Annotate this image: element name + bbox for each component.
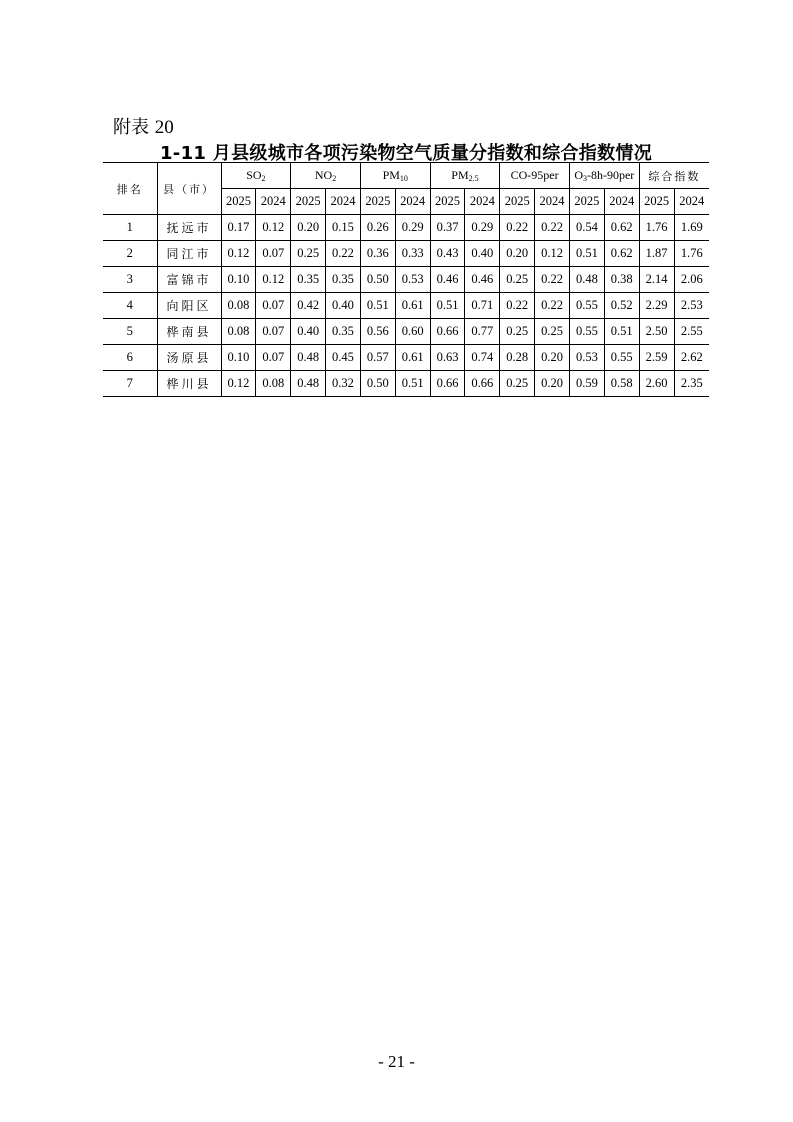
value-cell: 0.45 — [326, 345, 361, 371]
value-cell: 0.12 — [221, 371, 256, 397]
value-cell: 0.12 — [535, 241, 570, 267]
value-cell: 0.10 — [221, 345, 256, 371]
value-cell: 0.61 — [395, 293, 430, 319]
value-cell: 0.38 — [604, 267, 639, 293]
value-cell: 2.50 — [639, 319, 674, 345]
value-cell: 0.62 — [604, 241, 639, 267]
value-cell: 0.12 — [221, 241, 256, 267]
header-pm25: $PM_{2.5}$ — [430, 163, 500, 189]
value-cell: 0.54 — [569, 215, 604, 241]
value-cell: 0.07 — [256, 319, 291, 345]
county-cell: 向阳区 — [157, 293, 221, 319]
value-cell: 0.07 — [256, 345, 291, 371]
value-cell: 0.08 — [256, 371, 291, 397]
value-cell: 0.51 — [604, 319, 639, 345]
header-year: 2025 — [291, 189, 326, 215]
county-cell: 同江市 — [157, 241, 221, 267]
value-cell: 2.62 — [674, 345, 709, 371]
value-cell: 0.59 — [569, 371, 604, 397]
value-cell: 0.33 — [395, 241, 430, 267]
header-year: 2025 — [221, 189, 256, 215]
header-year: 2024 — [535, 189, 570, 215]
value-cell: 0.20 — [535, 345, 570, 371]
header-year: 2024 — [465, 189, 500, 215]
value-cell: 0.50 — [360, 267, 395, 293]
value-cell: 0.60 — [395, 319, 430, 345]
value-cell: 0.08 — [221, 319, 256, 345]
value-cell: 0.58 — [604, 371, 639, 397]
value-cell: 0.26 — [360, 215, 395, 241]
value-cell: 0.37 — [430, 215, 465, 241]
value-cell: 0.63 — [430, 345, 465, 371]
rank-cell: 4 — [103, 293, 157, 319]
rank-cell: 1 — [103, 215, 157, 241]
value-cell: 0.48 — [569, 267, 604, 293]
value-cell: 0.56 — [360, 319, 395, 345]
value-cell: 0.57 — [360, 345, 395, 371]
table-row — [103, 293, 709, 319]
table-body — [103, 215, 709, 397]
value-cell: 0.66 — [430, 319, 465, 345]
value-cell: 0.51 — [569, 241, 604, 267]
header-year: 2024 — [395, 189, 430, 215]
value-cell: 0.42 — [291, 293, 326, 319]
value-cell: 0.51 — [360, 293, 395, 319]
value-cell: 0.46 — [465, 267, 500, 293]
value-cell: 0.74 — [465, 345, 500, 371]
county-cell: 桦川县 — [157, 371, 221, 397]
value-cell: 2.06 — [674, 267, 709, 293]
header-year: 2024 — [256, 189, 291, 215]
value-cell: 0.12 — [256, 215, 291, 241]
header-pm10: $PM_{10}$ — [360, 163, 430, 189]
header-row-pollutants — [103, 163, 709, 189]
page-number: - 21 - — [378, 1052, 415, 1071]
value-cell: 0.10 — [221, 267, 256, 293]
value-cell: 0.25 — [500, 371, 535, 397]
header-no2: $NO_2$ — [291, 163, 361, 189]
value-cell: 1.87 — [639, 241, 674, 267]
value-cell: 0.55 — [569, 293, 604, 319]
rank-cell: 2 — [103, 241, 157, 267]
value-cell: 0.53 — [569, 345, 604, 371]
value-cell: 0.28 — [500, 345, 535, 371]
value-cell: 0.40 — [465, 241, 500, 267]
value-cell: 0.61 — [395, 345, 430, 371]
table-row — [103, 267, 709, 293]
air-quality-table — [103, 162, 709, 397]
appendix-prefix: 附表 — [113, 117, 149, 138]
value-cell: 0.40 — [291, 319, 326, 345]
value-cell: 0.20 — [500, 241, 535, 267]
table-row — [103, 215, 709, 241]
value-cell: 0.36 — [360, 241, 395, 267]
county-cell: 富锦市 — [157, 267, 221, 293]
value-cell: 0.35 — [326, 267, 361, 293]
value-cell: 0.43 — [430, 241, 465, 267]
value-cell: 0.25 — [291, 241, 326, 267]
value-cell: 2.55 — [674, 319, 709, 345]
header-rank: 排名 — [103, 163, 157, 215]
value-cell: 0.46 — [430, 267, 465, 293]
value-cell: 0.66 — [430, 371, 465, 397]
header-year: 2025 — [569, 189, 604, 215]
table-row — [103, 345, 709, 371]
value-cell: 0.12 — [256, 267, 291, 293]
value-cell: 0.62 — [604, 215, 639, 241]
value-cell: 0.25 — [535, 319, 570, 345]
value-cell: 0.53 — [395, 267, 430, 293]
value-cell: 2.35 — [674, 371, 709, 397]
value-cell: 0.22 — [535, 215, 570, 241]
value-cell: 0.71 — [465, 293, 500, 319]
value-cell: 1.76 — [639, 215, 674, 241]
table-title: 1-11 月县级城市各项污染物空气质量分指数和综合指数情况 — [159, 143, 652, 164]
value-cell: 0.22 — [500, 215, 535, 241]
value-cell: 0.35 — [291, 267, 326, 293]
value-cell: 0.52 — [604, 293, 639, 319]
value-cell: 0.50 — [360, 371, 395, 397]
value-cell: 2.14 — [639, 267, 674, 293]
value-cell: 1.69 — [674, 215, 709, 241]
table-row — [103, 319, 709, 345]
rank-cell: 6 — [103, 345, 157, 371]
value-cell: 1.76 — [674, 241, 709, 267]
value-cell: 0.32 — [326, 371, 361, 397]
county-cell: 汤原县 — [157, 345, 221, 371]
value-cell: 0.08 — [221, 293, 256, 319]
county-cell: 抚远市 — [157, 215, 221, 241]
header-year: 2025 — [360, 189, 395, 215]
value-cell: 0.77 — [465, 319, 500, 345]
value-cell: 0.22 — [535, 267, 570, 293]
header-year: 2025 — [430, 189, 465, 215]
value-cell: 2.29 — [639, 293, 674, 319]
header-year: 2025 — [500, 189, 535, 215]
header-county: 县（市） — [157, 163, 221, 215]
value-cell: 0.29 — [465, 215, 500, 241]
header-year: 2024 — [674, 189, 709, 215]
appendix-number: 20 — [154, 117, 174, 138]
value-cell: 0.48 — [291, 345, 326, 371]
value-cell: 0.48 — [291, 371, 326, 397]
value-cell: 0.29 — [395, 215, 430, 241]
value-cell: 0.20 — [291, 215, 326, 241]
value-cell: 2.53 — [674, 293, 709, 319]
value-cell: 0.40 — [326, 293, 361, 319]
rank-cell: 7 — [103, 371, 157, 397]
value-cell: 0.07 — [256, 241, 291, 267]
value-cell: 0.22 — [535, 293, 570, 319]
value-cell: 0.25 — [500, 319, 535, 345]
value-cell: 0.17 — [221, 215, 256, 241]
rank-cell: 3 — [103, 267, 157, 293]
header-co: CO-95per — [500, 163, 570, 189]
value-cell: 0.66 — [465, 371, 500, 397]
value-cell: 0.55 — [569, 319, 604, 345]
header-year: 2024 — [326, 189, 361, 215]
value-cell: 2.60 — [639, 371, 674, 397]
rank-cell: 5 — [103, 319, 157, 345]
value-cell: 0.22 — [500, 293, 535, 319]
value-cell: 0.35 — [326, 319, 361, 345]
value-cell: 0.15 — [326, 215, 361, 241]
table-row — [103, 241, 709, 267]
header-year: 2025 — [639, 189, 674, 215]
header-composite: 综合指数 — [639, 163, 709, 189]
header-year: 2024 — [604, 189, 639, 215]
value-cell: 0.55 — [604, 345, 639, 371]
value-cell: 0.20 — [535, 371, 570, 397]
county-cell: 桦南县 — [157, 319, 221, 345]
header-o3: $O_3-8h-90per$ — [569, 163, 639, 189]
value-cell: 0.07 — [256, 293, 291, 319]
value-cell: 0.25 — [500, 267, 535, 293]
value-cell: 0.51 — [395, 371, 430, 397]
value-cell: 0.51 — [430, 293, 465, 319]
header-so2: $SO_2$ — [221, 163, 291, 189]
appendix-label — [113, 113, 174, 139]
value-cell: 0.22 — [326, 241, 361, 267]
table-row — [103, 371, 709, 397]
value-cell: 2.59 — [639, 345, 674, 371]
